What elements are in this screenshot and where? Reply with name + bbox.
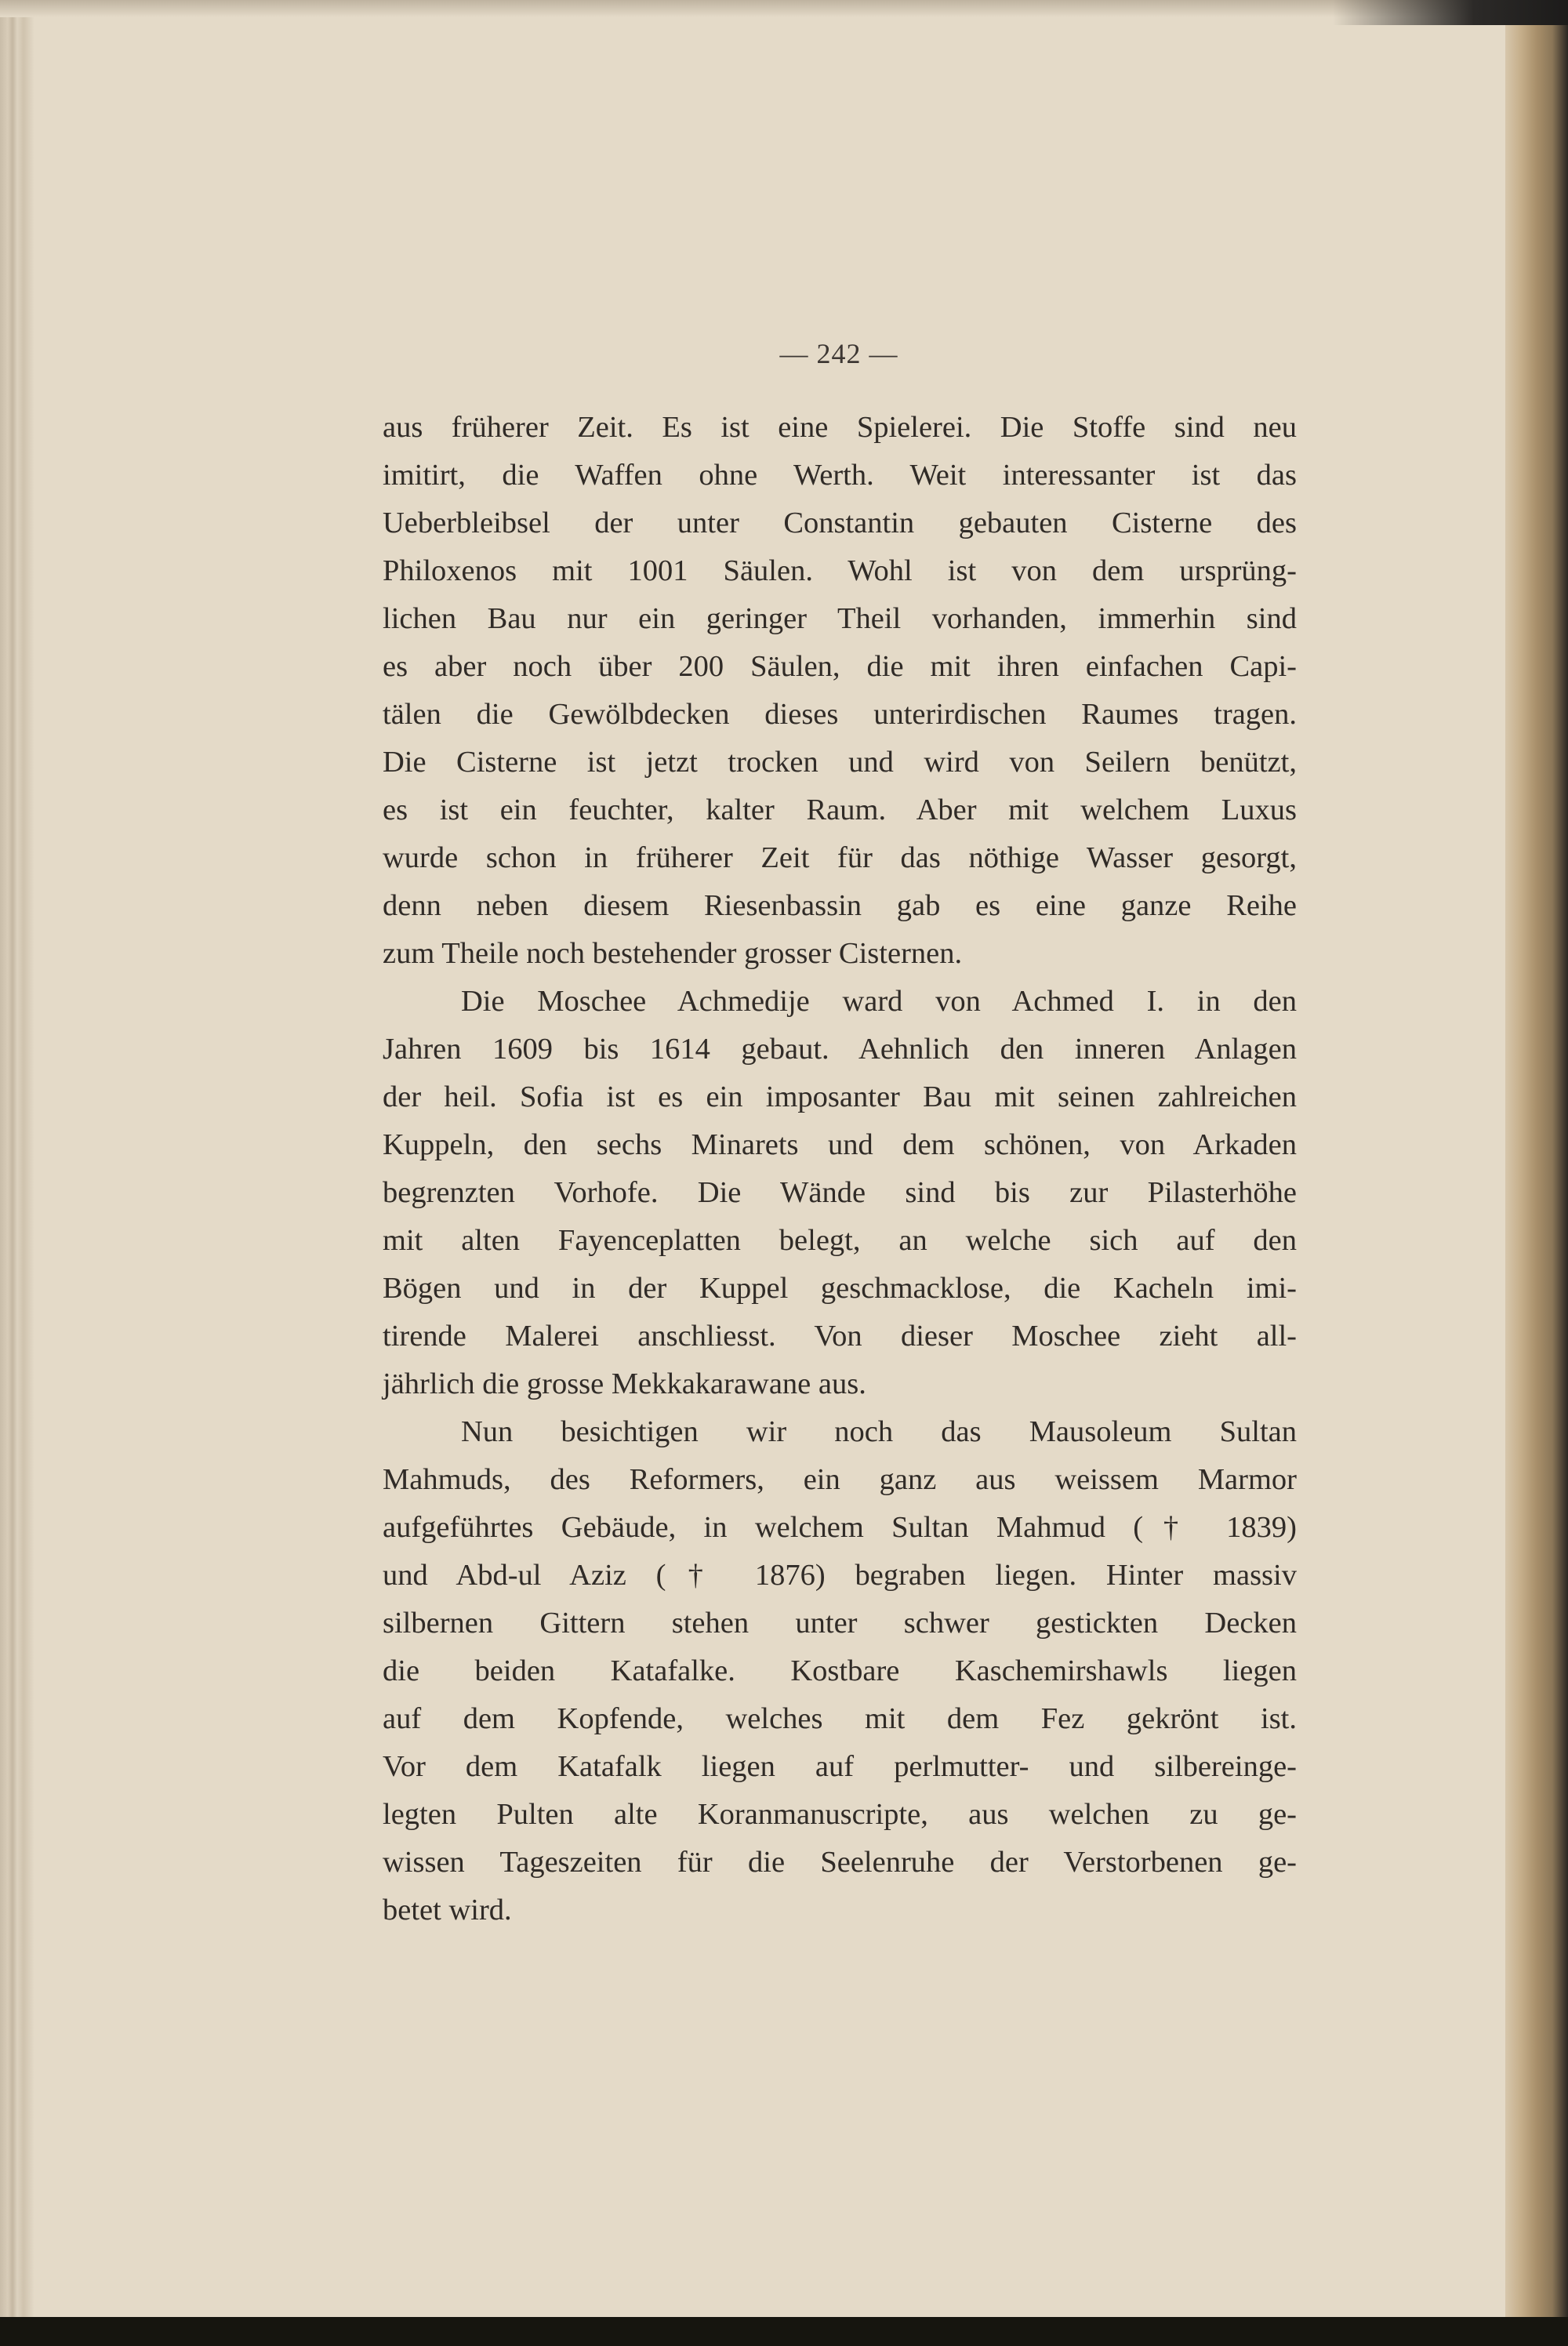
text-line: Ueberbleibsel der unter Constantin gebauten Cisterne des (383, 507, 1297, 539)
text-line: aus früherer Zeit. Es ist eine Spielerei. Die Stoffe sind neu (383, 411, 1297, 444)
text-line: und Abd-ul Aziz († 1876) begraben liegen. Hinter massiv (383, 1559, 1297, 1592)
text-line: die beiden Katafalke. Kostbare Kaschemirshawls liegen (383, 1654, 1297, 1687)
text-line: begrenzten Vorhofe. Die Wände sind bis zur Pilasterhöhe (383, 1176, 1297, 1209)
text-line: wissen Tageszeiten für die Seelenruhe der Verstorbenen ge- (383, 1846, 1297, 1879)
text-line: wurde schon in früherer Zeit für das nöthige Wasser gesorgt, (383, 841, 1297, 874)
text-line: Kuppeln, den sechs Minarets und dem schönen, von Arkaden (383, 1128, 1297, 1161)
text-line: Mahmuds, des Reformers, ein ganz aus weissem Marmor (383, 1463, 1297, 1496)
text-line: Philoxenos mit 1001 Säulen. Wohl ist von dem ursprüng- (383, 554, 1297, 587)
text-line: tälen die Gewölbdecken dieses unterirdischen Raumes tragen. (383, 698, 1297, 731)
text-line: jährlich die grosse Mekkakarawane aus. (383, 1367, 866, 1400)
book-cover-edge (1333, 0, 1568, 25)
text-line: denn neben diesem Riesenbassin gab es eine ganze Reihe (383, 889, 1297, 922)
scan-background (0, 2317, 1568, 2346)
page-top-shadow (0, 0, 1535, 17)
text-line: betet wird. (383, 1894, 512, 1927)
page-gutter (0, 0, 34, 2317)
text-line: es ist ein feuchter, kalter Raum. Aber mit welchem Luxus (383, 794, 1297, 826)
text-line: aufgeführtes Gebäude, in welchem Sultan Mahmud († 1839) (383, 1511, 1297, 1544)
text-line: mit alten Fayenceplatten belegt, an welche sich auf den (383, 1224, 1297, 1257)
body-text (383, 404, 1297, 1934)
text-line: zum Theile noch bestehender grosser Cisternen. (383, 937, 963, 970)
text-line: Die Cisterne ist jetzt trocken und wird von Seilern benützt, (383, 746, 1297, 779)
text-line: imitirt, die Waffen ohne Werth. Weit interessanter ist das (383, 459, 1297, 492)
text-line: Die Moschee Achmedije ward von Achmed I. in den (461, 985, 1297, 1018)
text-line: tirende Malerei anschliesst. Von dieser Moschee zieht all- (383, 1320, 1297, 1353)
text-line: der heil. Sofia ist es ein imposanter Bau mit seinen zahlreichen (383, 1080, 1297, 1113)
text-line: auf dem Kopfende, welches mit dem Fez gekrönt ist. (383, 1702, 1297, 1735)
text-line: es aber noch über 200 Säulen, die mit ihren einfachen Capi- (383, 650, 1297, 683)
text-line: Vor dem Katafalk liegen auf perlmutter- und silbereinge- (383, 1750, 1297, 1783)
text-line: silbernen Gittern stehen unter schwer gestickten Decken (383, 1607, 1297, 1640)
page-edge (1505, 0, 1568, 2346)
text-line: lichen Bau nur ein geringer Theil vorhanden, immerhin sind (383, 602, 1297, 635)
text-line: Nun besichtigen wir noch das Mausoleum Sultan (461, 1415, 1297, 1448)
page-number: — 242 — (779, 338, 898, 369)
text-line: Jahren 1609 bis 1614 gebaut. Aehnlich den inneren Anlagen (383, 1033, 1297, 1066)
text-line: legten Pulten alte Koranmanuscripte, aus welchen zu ge- (383, 1798, 1297, 1831)
text-line: Bögen und in der Kuppel geschmacklose, die Kacheln imi- (383, 1272, 1297, 1305)
